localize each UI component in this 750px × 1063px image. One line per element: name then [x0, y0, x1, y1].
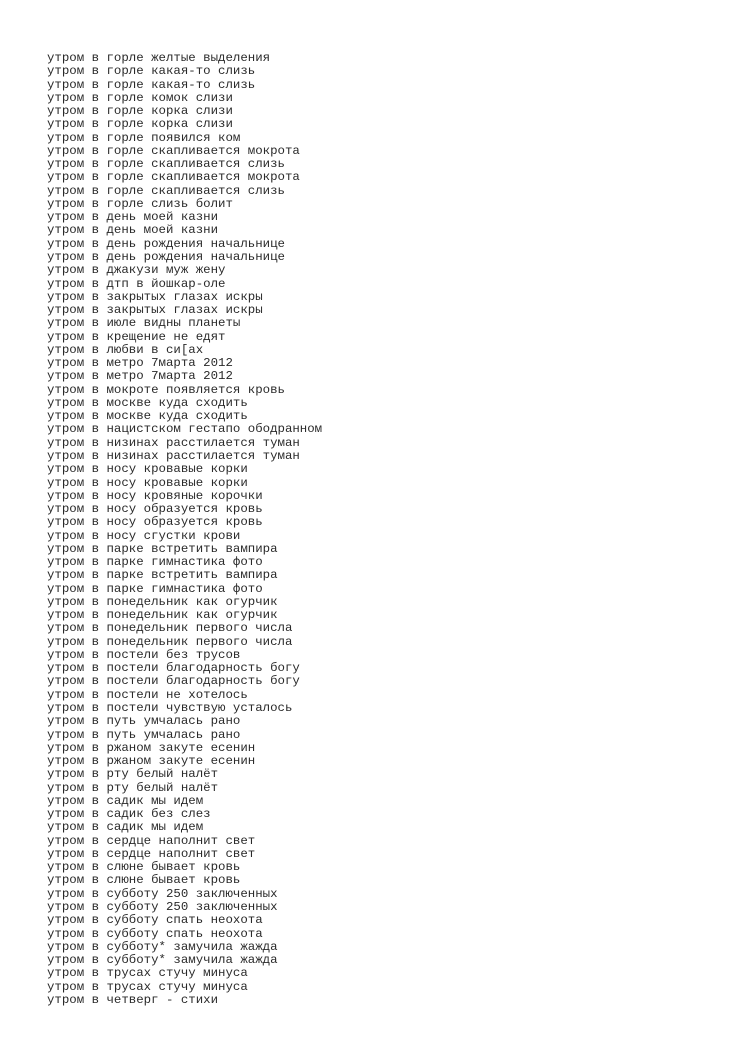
- text-line: утром в постели благодарность богу: [47, 674, 300, 689]
- text-line: утром в день моей казни: [47, 210, 219, 225]
- text-line: утром в нацистском гестапо ободранном: [47, 422, 323, 437]
- text-line: утром в носу сгустки крови: [47, 528, 241, 543]
- text-line: утром в сердце наполнит свет: [47, 833, 256, 848]
- text-line: утром в парке встретить вампира: [47, 541, 278, 556]
- text-line: утром в низинах расстилается туман: [47, 448, 300, 463]
- text-line: утром в ржаном закуте есенин: [47, 740, 256, 755]
- text-line: утром в москве куда сходить: [47, 395, 248, 410]
- text-line: утром в горле слизь болит: [47, 196, 233, 211]
- text-line: утром в носу кровяные корочки: [47, 488, 263, 503]
- text-line: утром в горле желтые выделения: [47, 51, 271, 65]
- text-line: утром в субботу спать неохота: [47, 926, 263, 941]
- text-line: утром в носу кровавые корки: [47, 462, 248, 477]
- text-line: утром в постели благодарность богу: [47, 661, 300, 676]
- text-line: утром в горле скапливается слизь: [47, 157, 285, 172]
- text-line: утром в мокроте появляется кровь: [47, 382, 285, 397]
- text-line: утром в понедельник первого числа: [47, 634, 293, 649]
- text-line: утром в день рождения начальнице: [47, 236, 285, 251]
- text-line: утром в горле появился ком: [47, 130, 241, 145]
- text-line: утром в день рождения начальнице: [47, 249, 285, 264]
- text-line: утром в субботу спать неохота: [47, 913, 263, 928]
- text-line: утром в понедельник первого числа: [47, 621, 293, 636]
- text-line: утром в рту белый налёт: [47, 780, 219, 795]
- text-line: утром в путь умчалась рано: [47, 714, 241, 729]
- text-line: утром в любви в си[ах: [47, 342, 204, 357]
- text-line: утром в постели без трусов: [47, 647, 241, 662]
- text-line: утром в горле какая-то слизь: [47, 64, 256, 79]
- text-line: утром в горле комок слизи: [47, 90, 233, 105]
- text-line: утром в сердце наполнит свет: [47, 846, 256, 861]
- text-line: утром в день моей казни: [47, 223, 219, 238]
- text-line: утром в слюне бывает кровь: [47, 873, 241, 888]
- text-line: утром в садик мы идем: [47, 793, 204, 808]
- text-line: утром в крещение не едят: [47, 329, 226, 344]
- text-line: утром в субботу 250 заключенных: [47, 886, 278, 901]
- text-line: утром в субботу* замучила жажда: [47, 939, 278, 954]
- text-line: утром в низинах расстилается туман: [47, 435, 300, 450]
- text-line: утром в закрытых глазах искры: [47, 289, 263, 304]
- text-line-list: [47, 52, 322, 1007]
- text-line: утром в горле корка слизи: [47, 117, 233, 132]
- text-line: утром в постели не хотелось: [47, 687, 248, 702]
- text-line: утром в ржаном закуте есенин: [47, 754, 256, 769]
- text-line: утром в парке встретить вампира: [47, 568, 278, 583]
- text-line: утром в джакузи муж жену: [47, 263, 226, 278]
- text-line: утром в носу образуется кровь: [47, 515, 263, 530]
- text-line: утром в метро 7марта 2012: [47, 369, 233, 384]
- text-line: утром в путь умчалась рано: [47, 727, 241, 742]
- text-line: утром в носу образуется кровь: [47, 502, 263, 517]
- text-line: утром в постели чувствую усталось: [47, 701, 293, 716]
- text-line: утром в слюне бывает кровь: [47, 860, 241, 875]
- text-line: утром в рту белый налёт: [47, 767, 219, 782]
- text-line: утром в понедельник как огурчик: [47, 608, 278, 623]
- text-line: утром в садик мы идем: [47, 820, 204, 835]
- text-line: утром в июле видны планеты: [47, 316, 241, 331]
- text-line: утром в парке гимнастика фото: [47, 581, 263, 596]
- text-line: утром в трусах стучу минуса: [47, 979, 248, 994]
- text-line: утром в горле какая-то слизь: [47, 77, 256, 92]
- text-line: утром в носу кровавые корки: [47, 475, 248, 490]
- text-line: утром в субботу 250 заключенных: [47, 900, 278, 914]
- text-line: утром в горле скапливается мокрота: [47, 170, 300, 185]
- text-line: утром в субботу* замучила жажда: [47, 953, 278, 968]
- text-line: утром в метро 7марта 2012: [47, 356, 233, 371]
- text-line: утром в четверг - стихи: [47, 992, 219, 1007]
- text-line: утром в дтп в йошкар-оле: [47, 276, 226, 291]
- text-line: утром в горле скапливается слизь: [47, 183, 285, 198]
- text-line: утром в москве куда сходить: [47, 409, 248, 424]
- text-line: утром в парке гимнастика фото: [47, 555, 263, 570]
- text-line: утром в понедельник как огурчик: [47, 594, 278, 609]
- text-line: утром в закрытых глазах искры: [47, 303, 263, 318]
- text-line: утром в горле скапливается мокрота: [47, 143, 300, 158]
- text-line: утром в садик без слез: [47, 807, 211, 822]
- text-line: утром в трусах стучу минуса: [47, 966, 248, 981]
- text-line: утром в горле корка слизи: [47, 104, 233, 119]
